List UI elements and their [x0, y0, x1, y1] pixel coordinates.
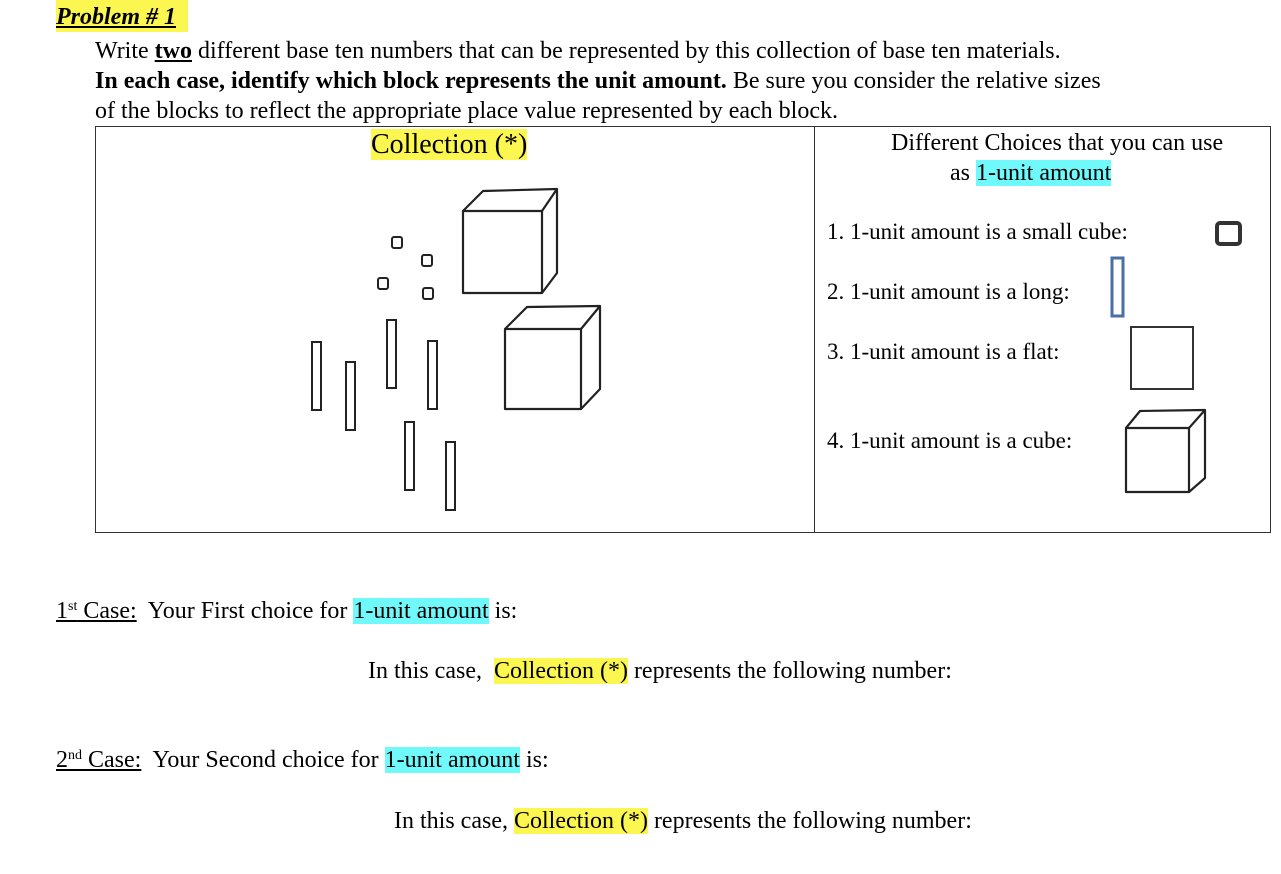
- long-block: [428, 341, 437, 409]
- case-2-prompt: [56, 746, 549, 774]
- case-number-text: represents the following number:: [627, 658, 952, 684]
- big-cube-block: [463, 189, 557, 293]
- instruction-text: different base ten numbers that can be represented by this collection of base ten materials.: [192, 38, 1061, 64]
- choice-small-cube: 1. 1-unit amount is a small cube:: [827, 219, 1128, 244]
- instruction-text: Be sure you consider the relative sizes: [726, 68, 1101, 94]
- case-1-label: [56, 598, 137, 624]
- case-prompt-text: is:: [519, 747, 549, 773]
- case-2-number-line: [394, 807, 972, 835]
- instruction-line-3: of the blocks to reflect the appropriate place value represented by each block.: [95, 98, 838, 124]
- unit-amount-highlight: 1-unit amount: [976, 160, 1112, 186]
- case-prompt-text: is:: [488, 598, 518, 624]
- case-prompt-text: Your First choice for: [136, 598, 354, 624]
- big-cube-block: [505, 306, 600, 409]
- instruction-text: Write: [95, 38, 155, 64]
- long-block: [405, 422, 414, 490]
- case-ordinal: 2: [56, 747, 68, 773]
- unit-amount-highlight: 1-unit amount: [353, 598, 489, 624]
- unit-amount-highlight: 1-unit amount: [384, 747, 520, 773]
- long-block: [312, 342, 321, 410]
- long-block: [387, 320, 396, 388]
- case-1-number-line: [368, 657, 952, 685]
- long-block: [446, 442, 455, 510]
- small-cube-block: [423, 288, 433, 299]
- case-number-text: In this case,: [394, 808, 514, 834]
- choice-flat: 3. 1-unit amount is a flat:: [827, 339, 1060, 364]
- collection-highlight: Collection (*): [493, 658, 628, 684]
- case-word: Case:: [77, 598, 137, 624]
- choice-cube: 4. 1-unit amount is a cube:: [827, 428, 1073, 453]
- case-ordinal: 1: [56, 598, 68, 624]
- long-icon: [1112, 258, 1123, 316]
- problem-title: Problem # 1: [56, 4, 176, 30]
- cube-icon: [1126, 410, 1205, 492]
- case-ordinal-suffix: nd: [68, 748, 82, 763]
- choice-long: 2. 1-unit amount is a long:: [827, 279, 1070, 304]
- flat-icon: [1131, 327, 1193, 389]
- small-cube-block: [378, 278, 388, 289]
- collection-label-text: Collection (*): [371, 129, 528, 160]
- case-number-text: In this case,: [368, 658, 494, 684]
- small-cube-icon: [1217, 223, 1240, 244]
- case-2-label: [56, 747, 141, 773]
- choices-header-unit: [950, 159, 1111, 187]
- choices-header-as: as: [950, 160, 976, 186]
- case-1-prompt: [56, 597, 517, 625]
- collection-highlight: Collection (*): [513, 808, 648, 834]
- instruction-emphasis: two: [154, 38, 192, 64]
- case-prompt-text: Your Second choice for: [141, 747, 385, 773]
- instruction-bold: In each case, identify which block represents the unit amount.: [95, 68, 727, 94]
- small-cube-block: [422, 255, 432, 266]
- case-number-text: represents the following number:: [647, 808, 972, 834]
- choices-header: Different Choices that you can use: [891, 130, 1224, 156]
- small-cube-block: [392, 237, 402, 248]
- case-ordinal-suffix: st: [68, 599, 78, 614]
- long-block: [346, 362, 355, 430]
- case-word: Case:: [82, 747, 142, 773]
